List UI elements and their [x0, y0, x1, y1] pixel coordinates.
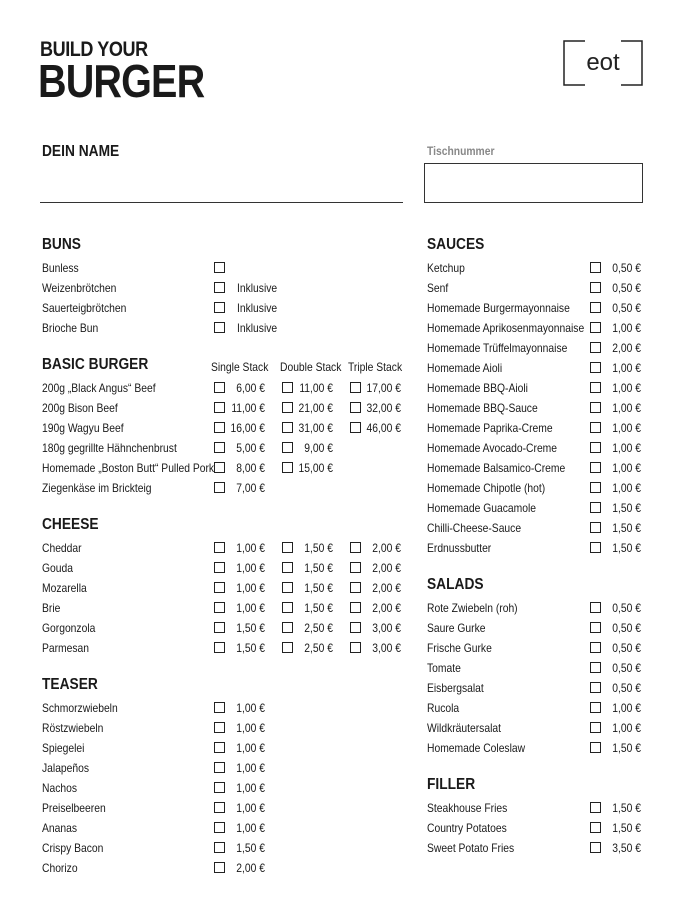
- item-label: Homemade Balsamico-Creme: [427, 461, 566, 475]
- price: 1,00 €: [236, 801, 265, 815]
- item-label: Röstzwiebeln: [42, 721, 104, 735]
- list-item: [0, 720, 684, 740]
- item-label: Rote Zwiebeln (roh): [427, 601, 518, 615]
- price: 1,00 €: [236, 581, 265, 595]
- table-number-label: Tischnummer: [427, 144, 495, 158]
- item-label: Saure Gurke: [427, 621, 486, 635]
- price: 16,00 €: [230, 421, 265, 435]
- price: 1,00 €: [612, 701, 641, 715]
- item-label: Sauerteigbrötchen: [42, 301, 127, 315]
- filler-heading: FILLER: [427, 776, 476, 793]
- item-label: Homemade Guacamole: [427, 501, 536, 515]
- item-label: Eisbergsalat: [427, 681, 484, 695]
- price: 11,00 €: [231, 401, 265, 415]
- list-item: [0, 420, 684, 440]
- item-label: Homemade Burgermayonnaise: [427, 301, 570, 315]
- logo-text: eot: [586, 49, 620, 76]
- item-label: Brioche Bun: [42, 321, 99, 335]
- price: 1,00 €: [612, 721, 641, 735]
- item-label: Sweet Potato Fries: [427, 841, 515, 855]
- price: 1,00 €: [612, 461, 641, 475]
- cheese-heading: CHEESE: [42, 516, 99, 533]
- price: 2,00 €: [236, 861, 265, 875]
- price: 1,50 €: [304, 561, 333, 575]
- list-item: [0, 380, 684, 400]
- item-label: 190g Wagyu Beef: [42, 421, 124, 435]
- column-header-double: Double Stack: [280, 360, 342, 374]
- item-label: Steakhouse Fries: [427, 801, 508, 815]
- price: 31,00 €: [298, 421, 333, 435]
- title-line-1: BUILD YOUR: [40, 38, 148, 61]
- item-label: Spiegelei: [42, 741, 85, 755]
- item-label: Homemade Coleslaw: [427, 741, 526, 755]
- item-label: Wildkräutersalat: [427, 721, 501, 735]
- list-item: [0, 780, 684, 800]
- price: 11,00 €: [299, 381, 333, 395]
- list-item: [0, 280, 684, 300]
- list-item: [0, 260, 684, 280]
- list-item: [0, 760, 684, 780]
- list-item: [0, 500, 684, 520]
- price: 1,00 €: [236, 561, 265, 575]
- price: 1,50 €: [612, 801, 641, 815]
- item-label: Chilli-Cheese-Sauce: [427, 521, 522, 535]
- list-item: [0, 360, 684, 380]
- price: 0,50 €: [612, 261, 641, 275]
- price: 2,00 €: [372, 541, 401, 555]
- price: 1,00 €: [612, 381, 641, 395]
- item-label: Homemade Avocado-Creme: [427, 441, 558, 455]
- teaser-heading: TEASER: [42, 676, 98, 693]
- price: 1,50 €: [236, 841, 265, 855]
- item-note: Inklusive: [237, 321, 278, 335]
- price: 1,00 €: [236, 821, 265, 835]
- price: 0,50 €: [612, 641, 641, 655]
- item-label: Homemade Aprikosenmayonnaise: [427, 321, 585, 335]
- item-label: Homemade BBQ-Sauce: [427, 401, 538, 415]
- price: 1,50 €: [304, 601, 333, 615]
- list-item: [0, 740, 684, 760]
- list-item: [0, 340, 684, 360]
- column-header-single: Single Stack: [211, 360, 269, 374]
- item-label: Homemade BBQ-Aioli: [427, 381, 528, 395]
- item-label: Preiselbeeren: [42, 801, 106, 815]
- price: 32,00 €: [366, 401, 401, 415]
- price: 8,00 €: [236, 461, 265, 475]
- item-label: Ananas: [42, 821, 78, 835]
- price: 1,50 €: [236, 641, 265, 655]
- price: 3,50 €: [612, 841, 641, 855]
- price: 46,00 €: [366, 421, 401, 435]
- price: 1,50 €: [612, 741, 641, 755]
- price: 1,00 €: [236, 701, 265, 715]
- item-label: Senf: [427, 281, 449, 295]
- price: 3,00 €: [372, 641, 401, 655]
- price: 2,00 €: [612, 341, 641, 355]
- price: 1,50 €: [612, 541, 641, 555]
- price: 1,00 €: [236, 741, 265, 755]
- price: 1,00 €: [236, 541, 265, 555]
- item-label: Nachos: [42, 781, 77, 795]
- list-item: [0, 300, 684, 320]
- price: 1,00 €: [236, 601, 265, 615]
- name-label: DEIN NAME: [42, 143, 120, 160]
- item-label: Homemade Chipotle (hot): [427, 481, 546, 495]
- price: 0,50 €: [612, 681, 641, 695]
- list-item: [0, 440, 684, 460]
- list-item: [0, 840, 684, 860]
- page-title: BURGER: [38, 55, 205, 107]
- item-label: Homemade Aioli: [427, 361, 503, 375]
- item-label: Crispy Bacon: [42, 841, 104, 855]
- price: 0,50 €: [612, 601, 641, 615]
- salads-heading: SALADS: [427, 576, 484, 593]
- item-label: Ketchup: [427, 261, 465, 275]
- item-label: Erdnussbutter: [427, 541, 492, 555]
- item-label: Parmesan: [42, 641, 90, 655]
- list-item: [0, 640, 684, 660]
- price: 1,00 €: [612, 401, 641, 415]
- price: 0,50 €: [612, 301, 641, 315]
- price: 17,00 €: [366, 381, 401, 395]
- price: 1,00 €: [236, 721, 265, 735]
- item-note: Inklusive: [237, 281, 278, 295]
- list-item: [0, 400, 684, 420]
- list-item: [0, 860, 684, 880]
- price: 2,00 €: [372, 561, 401, 575]
- price: 3,00 €: [372, 621, 401, 635]
- list-item: [0, 620, 684, 640]
- price: 6,00 €: [236, 381, 265, 395]
- item-label: Homemade Paprika-Creme: [427, 421, 553, 435]
- logo: [563, 40, 643, 86]
- list-item: [0, 320, 684, 340]
- basic-burger-heading: BASIC BURGER: [42, 356, 149, 373]
- item-label: Ziegenkäse im Brickteig: [42, 481, 152, 495]
- price: 1,50 €: [612, 521, 641, 535]
- item-label: Homemade Trüffelmayonnaise: [427, 341, 568, 355]
- price: 1,00 €: [612, 321, 641, 335]
- item-label: Gorgonzola: [42, 621, 96, 635]
- item-label: Homemade „Boston Butt“ Pulled Pork: [42, 461, 215, 475]
- buns-heading: BUNS: [42, 236, 81, 253]
- price: 1,50 €: [304, 541, 333, 555]
- list-item: [0, 800, 684, 820]
- price: 0,50 €: [612, 621, 641, 635]
- price: 1,50 €: [304, 581, 333, 595]
- table-number-input[interactable]: [424, 163, 643, 203]
- name-input[interactable]: [40, 202, 403, 203]
- price: 1,50 €: [236, 621, 265, 635]
- price: 0,50 €: [612, 281, 641, 295]
- price: 1,50 €: [612, 501, 641, 515]
- item-label: Mozarella: [42, 581, 87, 595]
- sauces-heading: SAUCES: [427, 236, 485, 253]
- price: 1,00 €: [612, 421, 641, 435]
- column-header-triple: Triple Stack: [348, 360, 403, 374]
- item-note: Inklusive: [237, 301, 278, 315]
- price: 15,00 €: [298, 461, 333, 475]
- price: 7,00 €: [236, 481, 265, 495]
- list-item: [0, 460, 684, 480]
- list-item: [0, 680, 684, 700]
- item-label: Schmorzwiebeln: [42, 701, 118, 715]
- price: 5,00 €: [236, 441, 265, 455]
- item-label: Gouda: [42, 561, 73, 575]
- item-label: Weizenbrötchen: [42, 281, 117, 295]
- item-label: Frische Gurke: [427, 641, 492, 655]
- item-label: Country Potatoes: [427, 821, 507, 835]
- price: 2,50 €: [304, 621, 333, 635]
- list-item: [0, 540, 684, 560]
- item-label: Brie: [42, 601, 61, 615]
- price: 1,00 €: [612, 361, 641, 375]
- item-label: Jalapeños: [42, 761, 90, 775]
- price: 2,00 €: [372, 601, 401, 615]
- price: 21,00 €: [298, 401, 333, 415]
- item-label: Cheddar: [42, 541, 82, 555]
- list-item: [0, 480, 684, 500]
- list-item: [0, 660, 684, 680]
- price: 2,50 €: [304, 641, 333, 655]
- item-label: Tomate: [427, 661, 461, 675]
- item-label: 200g „Black Angus“ Beef: [42, 381, 156, 395]
- list-item: [0, 820, 684, 840]
- price: 1,00 €: [236, 761, 265, 775]
- list-item: [0, 520, 684, 540]
- price: 1,50 €: [612, 821, 641, 835]
- price: 0,50 €: [612, 661, 641, 675]
- price: 9,00 €: [304, 441, 333, 455]
- list-item: [0, 560, 684, 580]
- item-label: Chorizo: [42, 861, 78, 875]
- price: 2,00 €: [372, 581, 401, 595]
- item-label: Rucola: [427, 701, 460, 715]
- price: 1,00 €: [612, 481, 641, 495]
- list-item: [0, 580, 684, 600]
- item-label: 200g Bison Beef: [42, 401, 118, 415]
- item-label: 180g gegrillte Hähnchenbrust: [42, 441, 177, 455]
- item-label: Bunless: [42, 261, 79, 275]
- price: 1,00 €: [612, 441, 641, 455]
- list-item: [0, 700, 684, 720]
- list-item: [0, 600, 684, 620]
- price: 1,00 €: [236, 781, 265, 795]
